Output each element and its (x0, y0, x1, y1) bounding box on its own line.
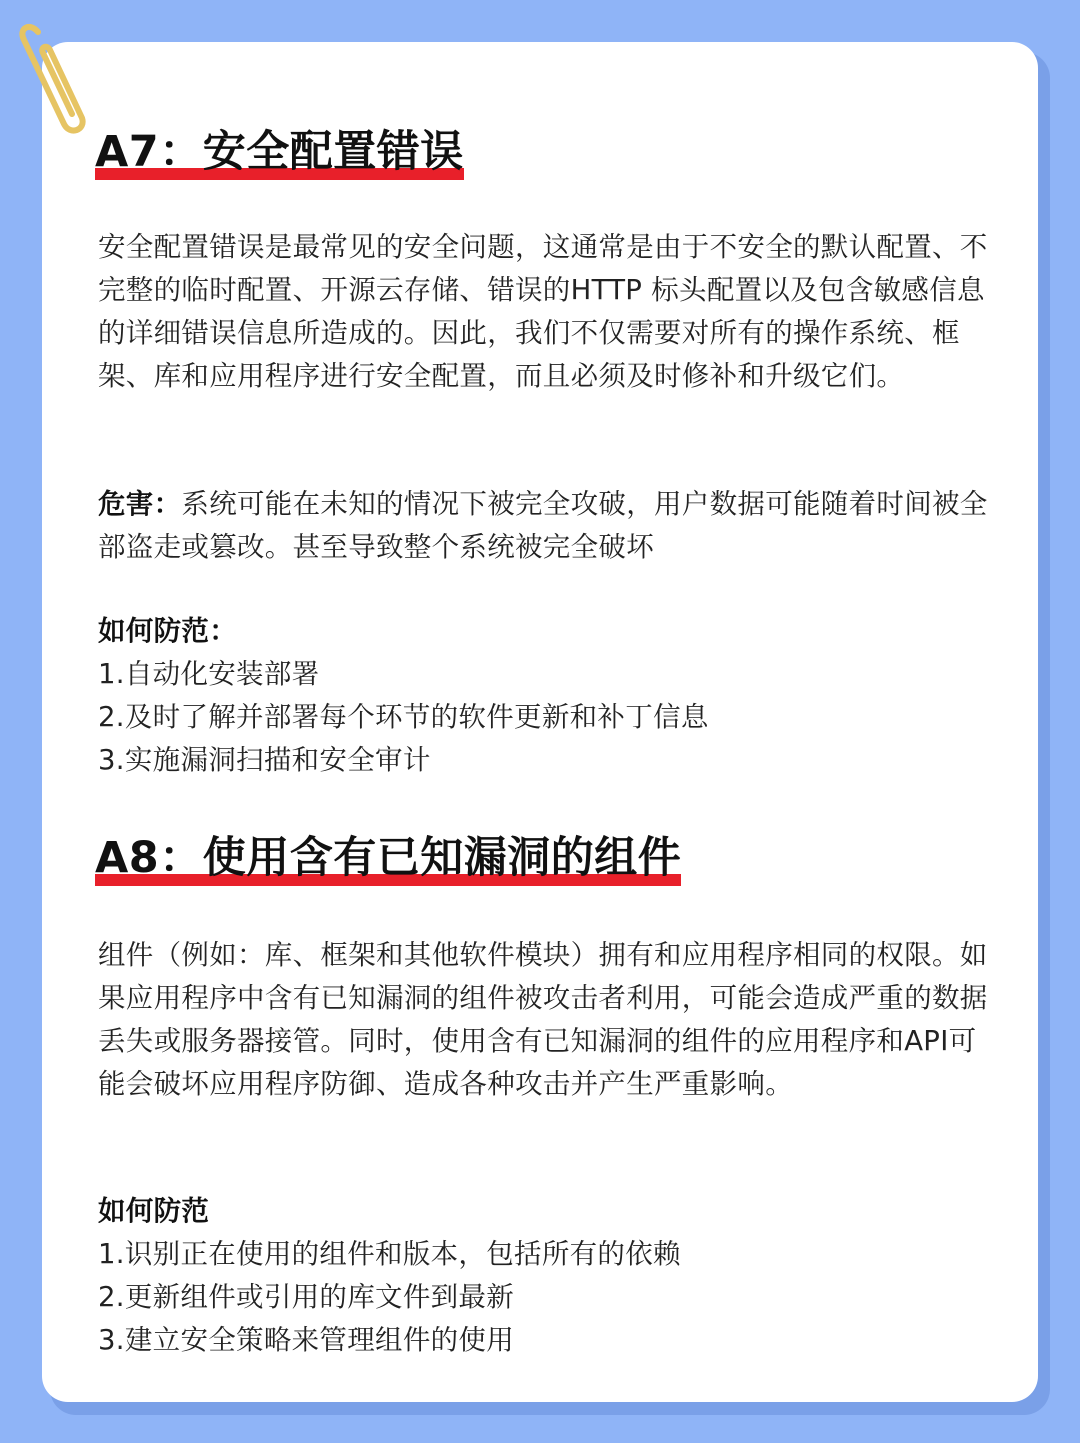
section-a7-prevent-list (98, 610, 988, 782)
list-item: 3.实施漏洞扫描和安全审计 (98, 744, 431, 776)
list-item: 1.自动化安装部署 (98, 658, 320, 690)
list-item: 1.识别正在使用的组件和版本，包括所有的依赖 (98, 1238, 681, 1270)
list-item: 2.更新组件或引用的库文件到最新 (98, 1281, 515, 1313)
section-a8-prevent-list (98, 1190, 988, 1362)
paperclip-icon (16, 18, 96, 138)
section-a7-intro: 安全配置错误是最常见的安全问题，这通常是由于不安全的默认配置、不完整的临时配置、开源云存储、错误的HTTP 标头配置以及包含敏感信息的详细错误信息所造成的。因此，我们不仅需要对所有的操作系统、框架、库和应用程序进行安全配置，而且必须及时修补和升级它们。 (98, 231, 988, 392)
list-item: 2.及时了解并部署每个环节的软件更新和补丁信息 (98, 701, 709, 733)
harm-label: 危害： (98, 488, 182, 520)
section-a8-title: A8：使用含有已知漏洞的组件 (95, 830, 681, 886)
harm-text: 系统可能在未知的情况下被完全攻破，用户数据可能随着时间被全部盗走或篡改。甚至导致整个系统被完全破坏 (98, 488, 988, 563)
section-a7-title: A7：安全配置错误 (95, 124, 464, 180)
prevent-title: 如何防范 (98, 1195, 210, 1227)
list-item: 3.建立安全策略来管理组件的使用 (98, 1324, 515, 1356)
prevent-title: 如何防范： (98, 615, 237, 647)
section-a8-intro: 组件（例如：库、框架和其他软件模块）拥有和应用程序相同的权限。如果应用程序中含有已知漏洞的组件被攻击者利用，可能会造成严重的数据丢失或服务器接管。同时，使用含有已知漏洞的组件的应用程序和API可能会破坏应用程序防御、造成各种攻击并产生严重影响。 (98, 939, 988, 1100)
section-a7-harm (98, 483, 988, 569)
